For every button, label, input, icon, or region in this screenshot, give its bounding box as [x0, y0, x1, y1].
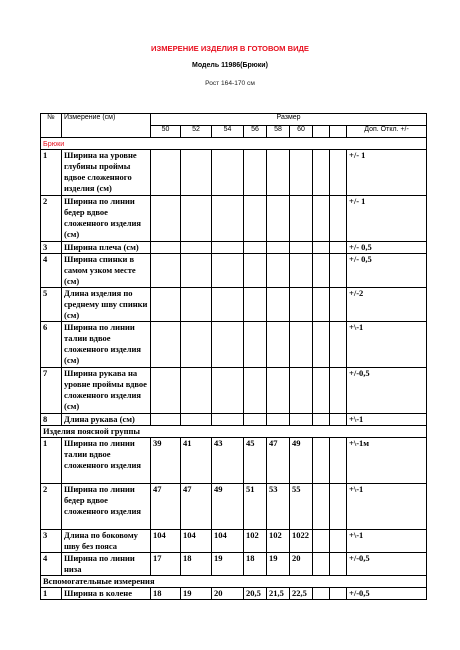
row-number: 7 — [41, 368, 62, 414]
size-value — [151, 242, 181, 254]
size-value: 49 — [212, 484, 244, 530]
tolerance-value: +\-1 — [347, 530, 427, 553]
size-value — [267, 288, 290, 322]
tolerance-value: +/-0,5 — [347, 553, 427, 576]
size-value — [330, 254, 347, 288]
table-row — [41, 288, 427, 322]
height-range: Рост 164-170 см — [205, 80, 255, 87]
tolerance-value: +\-1 — [347, 322, 427, 368]
size-value — [181, 322, 212, 368]
table-row — [41, 438, 427, 484]
size-value — [330, 588, 347, 600]
size-value — [330, 414, 347, 426]
size-value — [313, 484, 330, 530]
table-row — [41, 414, 427, 426]
table-row — [41, 553, 427, 576]
row-number: 1 — [41, 438, 62, 484]
size-column-header: 56 — [244, 126, 267, 138]
size-value — [313, 254, 330, 288]
size-value — [244, 288, 267, 322]
size-value — [267, 150, 290, 196]
size-value — [290, 254, 313, 288]
row-number: 2 — [41, 196, 62, 242]
size-value — [212, 196, 244, 242]
size-column-header: 58 — [267, 126, 290, 138]
measure-name: Длина рукава (см) — [62, 414, 151, 426]
measure-name: Ширина по линии бедер вдвое сложенного изделия — [62, 484, 151, 530]
size-value — [330, 242, 347, 254]
size-value: 21,5 — [267, 588, 290, 600]
row-number: 2 — [41, 484, 62, 530]
size-value — [330, 150, 347, 196]
size-value — [313, 438, 330, 484]
measurement-table — [40, 113, 427, 600]
size-value — [313, 242, 330, 254]
section-title: Вспомогательные измерения — [41, 576, 427, 588]
size-value — [330, 484, 347, 530]
size-value — [267, 322, 290, 368]
size-value — [330, 530, 347, 553]
size-value: 102 — [267, 530, 290, 553]
size-value — [244, 322, 267, 368]
tolerance-value: +/-0,5 — [347, 588, 427, 600]
measure-name: Ширина по линии талии вдвое сложенного изделия (см) — [62, 322, 151, 368]
size-value — [267, 368, 290, 414]
size-value: 20 — [212, 588, 244, 600]
size-value — [313, 322, 330, 368]
table-row — [41, 254, 427, 288]
size-column-header — [313, 126, 330, 138]
size-value — [313, 196, 330, 242]
size-value — [330, 438, 347, 484]
measure-name: Ширина по линии бедер вдвое сложенного изделия (см) — [62, 196, 151, 242]
size-value — [244, 196, 267, 242]
measure-name: Ширина спинки в самом узком месте (см) — [62, 254, 151, 288]
size-value — [151, 288, 181, 322]
size-value — [267, 242, 290, 254]
size-value: 47 — [181, 484, 212, 530]
document-title: ИЗМЕРЕНИЕ ИЗДЕЛИЯ В ГОТОВОМ ВИДЕ — [150, 44, 309, 53]
row-number: 3 — [41, 530, 62, 553]
size-value — [290, 150, 313, 196]
measure-name: Длина по боковому шву без пояса — [62, 530, 151, 553]
measure-name: Ширина плеча (см) — [62, 242, 151, 254]
size-value — [151, 254, 181, 288]
size-value — [212, 150, 244, 196]
size-value: 104 — [181, 530, 212, 553]
size-value — [244, 242, 267, 254]
size-value — [330, 196, 347, 242]
column-header-number: № — [41, 114, 62, 138]
tolerance-value: +\-1 — [347, 414, 427, 426]
size-value — [290, 288, 313, 322]
tolerance-value: +/- 1 — [347, 150, 427, 196]
size-value: 55 — [290, 484, 313, 530]
size-value — [313, 288, 330, 322]
row-number: 4 — [41, 553, 62, 576]
size-value: 19 — [181, 588, 212, 600]
tolerance-value: +\-1м — [347, 438, 427, 484]
size-value — [181, 242, 212, 254]
size-value: 19 — [267, 553, 290, 576]
size-value — [313, 588, 330, 600]
size-value — [151, 322, 181, 368]
size-value: 41 — [181, 438, 212, 484]
size-value — [212, 242, 244, 254]
row-number: 1 — [41, 588, 62, 600]
tolerance-value: +/- 0,5 — [347, 254, 427, 288]
table-row — [41, 530, 427, 553]
size-value — [181, 196, 212, 242]
size-value: 19 — [212, 553, 244, 576]
size-value — [151, 368, 181, 414]
size-value — [244, 368, 267, 414]
size-value: 53 — [267, 484, 290, 530]
measure-name: Ширина по линии талии вдвое сложенного изделия — [62, 438, 151, 484]
size-value: 18 — [181, 553, 212, 576]
size-value — [290, 242, 313, 254]
size-value — [330, 322, 347, 368]
size-value — [330, 368, 347, 414]
size-value — [151, 414, 181, 426]
tolerance-value: +/- 1 — [347, 196, 427, 242]
size-value: 47 — [267, 438, 290, 484]
column-header-tolerance: Доп. Откл. +/- — [347, 126, 427, 138]
size-value — [313, 150, 330, 196]
row-number: 1 — [41, 150, 62, 196]
measure-name: Ширина в колене — [62, 588, 151, 600]
size-value — [290, 196, 313, 242]
size-column-header: 60 — [290, 126, 313, 138]
size-value — [181, 150, 212, 196]
size-value: 51 — [244, 484, 267, 530]
section-title: Изделия поясной группы — [41, 426, 427, 438]
size-value: 1022 — [290, 530, 313, 553]
row-number: 4 — [41, 254, 62, 288]
size-value — [212, 414, 244, 426]
size-value: 104 — [212, 530, 244, 553]
size-value — [212, 322, 244, 368]
size-value — [290, 368, 313, 414]
size-value: 20 — [290, 553, 313, 576]
size-value — [181, 368, 212, 414]
size-value — [290, 322, 313, 368]
table-row — [41, 368, 427, 414]
size-column-header: 52 — [181, 126, 212, 138]
size-value: 49 — [290, 438, 313, 484]
table-row — [41, 588, 427, 600]
size-value — [267, 254, 290, 288]
size-value — [181, 414, 212, 426]
size-value: 22,5 — [290, 588, 313, 600]
size-value — [151, 150, 181, 196]
size-value — [181, 288, 212, 322]
section-title: Брюки — [41, 138, 427, 150]
measure-name: Ширина на уровне глубины проймы вдвое сложенного изделия (см) — [62, 150, 151, 196]
tolerance-value: +\-1 — [347, 484, 427, 530]
size-value: 102 — [244, 530, 267, 553]
size-value — [151, 196, 181, 242]
size-value — [267, 414, 290, 426]
measure-name: Длина изделия по среднему шву спинки (см) — [62, 288, 151, 322]
tolerance-value: +/- 0,5 — [347, 242, 427, 254]
size-value: 18 — [244, 553, 267, 576]
size-value: 43 — [212, 438, 244, 484]
size-value — [313, 553, 330, 576]
size-column-header: 50 — [151, 126, 181, 138]
size-value — [330, 288, 347, 322]
size-value — [244, 150, 267, 196]
row-number: 5 — [41, 288, 62, 322]
table-row — [41, 484, 427, 530]
size-value — [212, 368, 244, 414]
size-value: 104 — [151, 530, 181, 553]
size-value — [290, 414, 313, 426]
size-value: 47 — [151, 484, 181, 530]
size-value: 18 — [151, 588, 181, 600]
tolerance-value: +/-2 — [347, 288, 427, 322]
measure-name: Ширина по линии низа — [62, 553, 151, 576]
size-value: 17 — [151, 553, 181, 576]
size-value — [313, 368, 330, 414]
size-value: 39 — [151, 438, 181, 484]
size-value — [212, 288, 244, 322]
size-value — [313, 414, 330, 426]
column-header-measure: Измерение (см) — [62, 114, 151, 138]
size-value — [244, 254, 267, 288]
size-value — [313, 530, 330, 553]
table-row — [41, 242, 427, 254]
row-number: 3 — [41, 242, 62, 254]
tolerance-value: +/-0,5 — [347, 368, 427, 414]
column-header-size: Размер — [151, 114, 427, 126]
size-value: 45 — [244, 438, 267, 484]
size-value — [181, 254, 212, 288]
size-value — [212, 254, 244, 288]
measure-name: Ширина рукава на уровне проймы вдвое сложенного изделия (см) — [62, 368, 151, 414]
size-column-header: 54 — [212, 126, 244, 138]
size-value — [330, 553, 347, 576]
row-number: 8 — [41, 414, 62, 426]
size-value — [267, 196, 290, 242]
size-column-header — [330, 126, 347, 138]
size-value — [244, 414, 267, 426]
size-value: 20,5 — [244, 588, 267, 600]
table-row — [41, 196, 427, 242]
table-row — [41, 150, 427, 196]
table-row — [41, 322, 427, 368]
row-number: 6 — [41, 322, 62, 368]
model-name: Модель 11986(Брюки) — [192, 62, 268, 69]
